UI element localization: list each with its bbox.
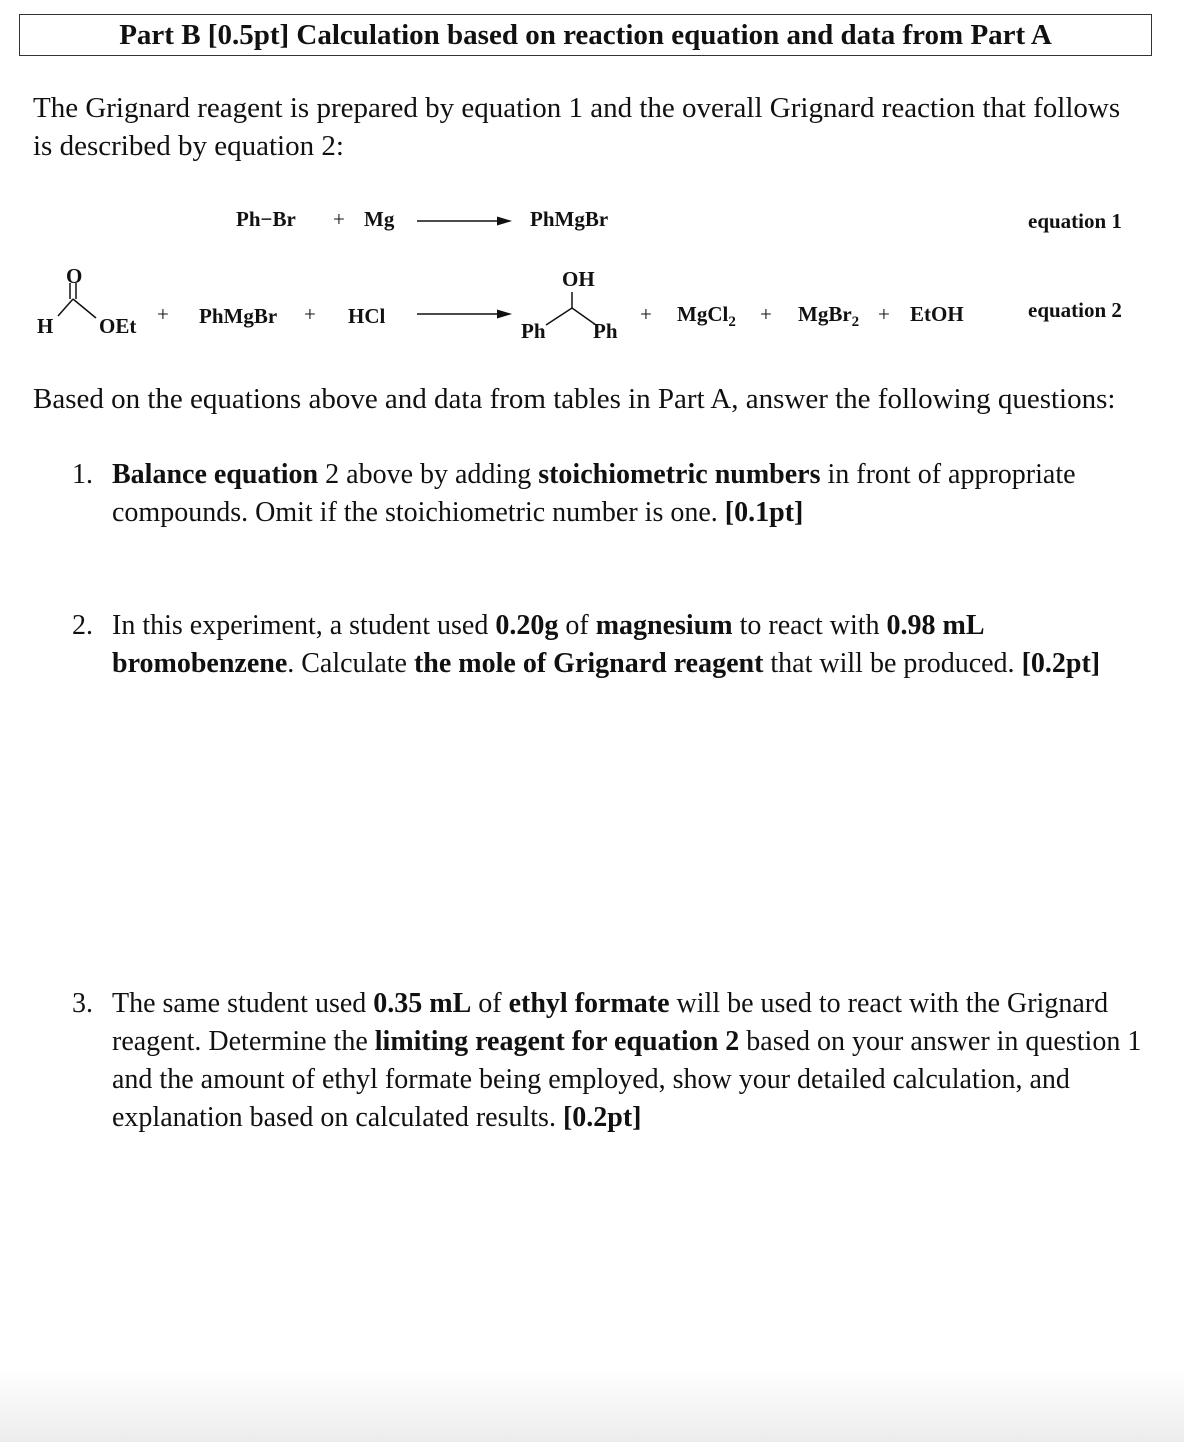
question-3 <box>72 985 1152 1137</box>
question-run: 2 above by adding <box>318 459 539 490</box>
eq1-phenylmagnesium-bromide: PhMgBr <box>530 207 609 231</box>
equation-1-label: equation 1 <box>1028 209 1122 233</box>
ester-carbonyl-oxygen: O <box>66 264 83 288</box>
ester-hydrogen: H <box>37 314 54 338</box>
question-emphasis: limiting reagent for equation 2 <box>374 1026 740 1057</box>
question-emphasis: 0.98 mL bromobenzene <box>112 610 984 679</box>
question-run: of <box>471 988 509 1019</box>
eq2-hydrochloric-acid: HCl <box>348 304 386 328</box>
question-emphasis: 0.35 mL <box>373 988 472 1019</box>
question-emphasis: [0.1pt] <box>724 497 804 528</box>
question-run: to react with <box>732 610 887 641</box>
question-1 <box>72 456 1152 532</box>
question-emphasis: magnesium <box>595 610 733 641</box>
product-hydroxyl: OH <box>562 267 595 291</box>
eq2-plus-3: + <box>640 302 652 326</box>
question-run: . Calculate <box>287 648 414 679</box>
eq1-bromobenzene: Ph−Br <box>236 207 296 231</box>
eq2-magnesium-chloride: MgCl$_2$ <box>677 302 736 330</box>
question-text <box>112 985 1152 1137</box>
question-run: will be used to react with the Grignard reagent. Determine the <box>112 988 1109 1057</box>
product-phenyl-right: Ph <box>593 319 618 343</box>
page-bottom-shadow <box>0 1370 1184 1442</box>
question-number: 1. <box>72 459 93 490</box>
question-number: 3. <box>72 988 93 1019</box>
eq2-plus-5: + <box>878 302 890 326</box>
question-run: that will be produced. <box>763 648 1022 679</box>
eq2-magnesium-bromide: MgBr$_2$ <box>798 302 860 330</box>
eq2-ethanol: EtOH <box>910 302 964 326</box>
ester-ethoxy-group: OEt <box>99 314 137 338</box>
question-text <box>112 607 1152 683</box>
question-run: of <box>558 610 596 641</box>
eq2-plus-2: + <box>304 302 316 326</box>
eq2-plus-1: + <box>157 302 169 326</box>
question-run: The same student used <box>112 988 374 1019</box>
equation-2-label: equation 2 <box>1028 298 1122 322</box>
eq1-magnesium: Mg <box>364 207 395 231</box>
question-emphasis: [0.2pt] <box>1021 648 1101 679</box>
section-title: Part B [0.5pt] Calculation based on reaction equation and data from Part A <box>19 14 1152 56</box>
intro-paragraph: The Grignard reagent is prepared by equation 1 and the overall Grignard reaction that follows is described by equation 2: <box>33 92 1121 162</box>
question-emphasis: 0.20g <box>495 610 559 641</box>
question-run: In this experiment, a student used <box>112 610 496 641</box>
eq2-grignard-reagent: PhMgBr <box>199 304 278 328</box>
question-emphasis: [0.2pt] <box>562 1102 642 1133</box>
question-emphasis: Balance equation <box>112 459 319 490</box>
question-text <box>112 456 1152 532</box>
question-2 <box>72 607 1152 683</box>
eq2-plus-4: + <box>760 302 772 326</box>
product-phenyl-left: Ph <box>521 319 546 343</box>
question-run: based on your answer in question 1 and the amount of ethyl formate being employed, show your detailed calculation, and explanation based on calculated results. <box>112 1026 1142 1133</box>
eq1-plus: + <box>333 207 345 231</box>
question-emphasis: the mole of Grignard reagent <box>413 648 764 679</box>
question-emphasis: ethyl formate <box>508 988 670 1019</box>
instructions: Based on the equations above and data from tables in Part A, answer the following questions: <box>33 383 1116 415</box>
question-number: 2. <box>72 610 93 641</box>
diphenylmethanol-structure <box>0 0 1184 400</box>
question-emphasis: stoichiometric numbers <box>538 459 821 490</box>
question-run: in front of appropriate compounds. Omit if the stoichiometric number is one. <box>112 459 1076 528</box>
